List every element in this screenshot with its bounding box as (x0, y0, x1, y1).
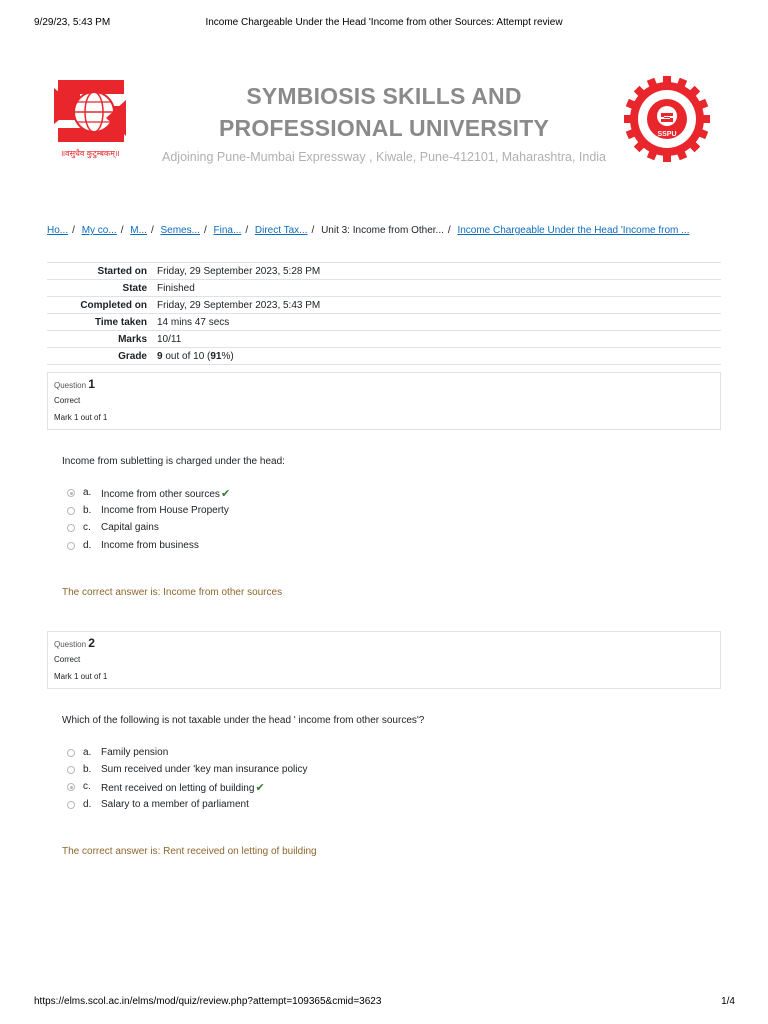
question-prefix: Question (54, 640, 87, 649)
grade-mid: out of 10 ( (162, 350, 211, 362)
summary-value-grade (157, 348, 721, 365)
summary-value: Friday, 29 September 2023, 5:28 PM (157, 265, 321, 277)
option-text: Salary to a member of parliament (101, 799, 249, 810)
option-letter: a. (83, 487, 92, 498)
grade-score: 9 (157, 350, 163, 362)
option-letter: a. (83, 747, 92, 758)
breadcrumb-item-home[interactable]: Ho... (47, 225, 69, 236)
radio-button[interactable] (67, 542, 75, 550)
option-text: Capital gains (101, 522, 159, 533)
question-text-1: Income from subletting is charged under the head: (62, 456, 285, 467)
summary-value: Finished (157, 282, 195, 294)
check-icon: ✔ (220, 488, 231, 500)
print-footer (0, 996, 768, 1010)
print-title: Income Chargeable Under the Head 'Income from other Sources: Attempt review (205, 17, 563, 28)
option-text: Income from other sources (101, 489, 220, 500)
university-address: Adjoining Pune-Mumbai Expressway , Kiwale, Pune-412101, Maharashtra, India (162, 150, 606, 164)
breadcrumb-item-semester[interactable]: Semes... (160, 225, 200, 236)
summary-label: Time taken (94, 316, 147, 328)
attempt-summary-table (47, 262, 721, 365)
breadcrumb-item-quiz[interactable]: Income Chargeable Under the Head 'Income from ... (457, 225, 690, 236)
question-prefix: Question (54, 381, 87, 390)
question-info-2 (47, 631, 721, 689)
radio-button[interactable] (67, 489, 75, 497)
correct-answer-feedback-2: The correct answer is: Rent received on letting of building (62, 846, 317, 857)
question-number-value: 1 (88, 377, 95, 391)
radio-button[interactable] (67, 524, 75, 532)
question-info-1 (47, 372, 721, 430)
option-letter: c. (83, 781, 91, 792)
summary-label: Started on (97, 265, 147, 277)
question-number (54, 636, 95, 650)
university-name-line2: PROFESSIONAL UNIVERSITY (218, 115, 550, 141)
summary-row-state (47, 280, 721, 297)
breadcrumb-item-finance[interactable]: Fina... (213, 225, 242, 236)
question-text-2: Which of the following is not taxable under the head ' income from other sources'? (62, 715, 425, 726)
breadcrumb-item-m[interactable]: M... (130, 225, 147, 236)
summary-label: Grade (118, 350, 147, 362)
question-mark: Mark 1 out of 1 (54, 672, 108, 681)
summary-value: 14 mins 47 secs (157, 316, 230, 328)
university-name-line1: SYMBIOSIS SKILLS AND (246, 83, 522, 109)
breadcrumb-item-my-courses[interactable]: My co... (81, 225, 117, 236)
sspu-seal (624, 76, 710, 162)
option-letter: b. (83, 764, 92, 775)
summary-row-marks (47, 331, 721, 348)
summary-label: Marks (118, 333, 147, 345)
grade-percent: 91 (210, 350, 222, 362)
option-text: Sum received under 'key man insurance policy (101, 764, 308, 775)
summary-label: State (122, 282, 147, 294)
summary-row-started (47, 263, 721, 280)
seal-text: SSPU (657, 131, 677, 138)
university-name (168, 80, 600, 144)
radio-button[interactable] (67, 801, 75, 809)
summary-label: Completed on (80, 299, 147, 311)
sspu-logo (50, 76, 130, 166)
grade-end: %) (221, 350, 234, 362)
option-letter: c. (83, 522, 91, 533)
radio-button[interactable] (67, 749, 75, 757)
radio-button[interactable] (67, 507, 75, 515)
print-page-number: 1/4 (721, 996, 735, 1007)
option-letter: d. (83, 799, 92, 810)
breadcrumb-item-unit: Unit 3: Income from Other... (321, 225, 444, 236)
option-text: Family pension (101, 747, 169, 758)
question-state: Correct (54, 655, 81, 664)
summary-row-grade (47, 348, 721, 365)
option-text: Income from business (101, 540, 199, 551)
option-letter: b. (83, 505, 92, 516)
print-datetime: 9/29/23, 5:43 PM (34, 17, 111, 28)
summary-row-time-taken (47, 314, 721, 331)
breadcrumb-item-direct-tax[interactable]: Direct Tax... (254, 225, 308, 236)
radio-button[interactable] (67, 766, 75, 774)
question-number-value: 2 (88, 636, 95, 650)
option-text: Income from House Property (101, 505, 229, 516)
option-letter: d. (83, 540, 92, 551)
print-header (0, 17, 768, 31)
option-text: Rent received on letting of building (101, 783, 255, 794)
breadcrumb: Ho... / My co... / M... / Semes... / Fina... / Direct Tax... / Unit 3: Income from Other... / Income Chargeable Under the Head 'Income from ... (47, 225, 690, 236)
question-state: Correct (54, 396, 81, 405)
summary-value: 10/11 (157, 333, 182, 345)
motto-text: ॥वसुधैव कुटुम्बकम्॥ (60, 149, 120, 158)
question-mark: Mark 1 out of 1 (54, 413, 108, 422)
question-number (54, 377, 95, 391)
check-icon: ✔ (255, 782, 265, 794)
radio-button[interactable] (67, 783, 75, 791)
summary-row-completed (47, 297, 721, 314)
summary-value: Friday, 29 September 2023, 5:43 PM (157, 299, 321, 311)
print-url: https://elms.scol.ac.in/elms/mod/quiz/review.php?attempt=109365&cmid=3623 (34, 996, 382, 1007)
correct-answer-feedback-1: The correct answer is: Income from other sources (62, 587, 283, 598)
